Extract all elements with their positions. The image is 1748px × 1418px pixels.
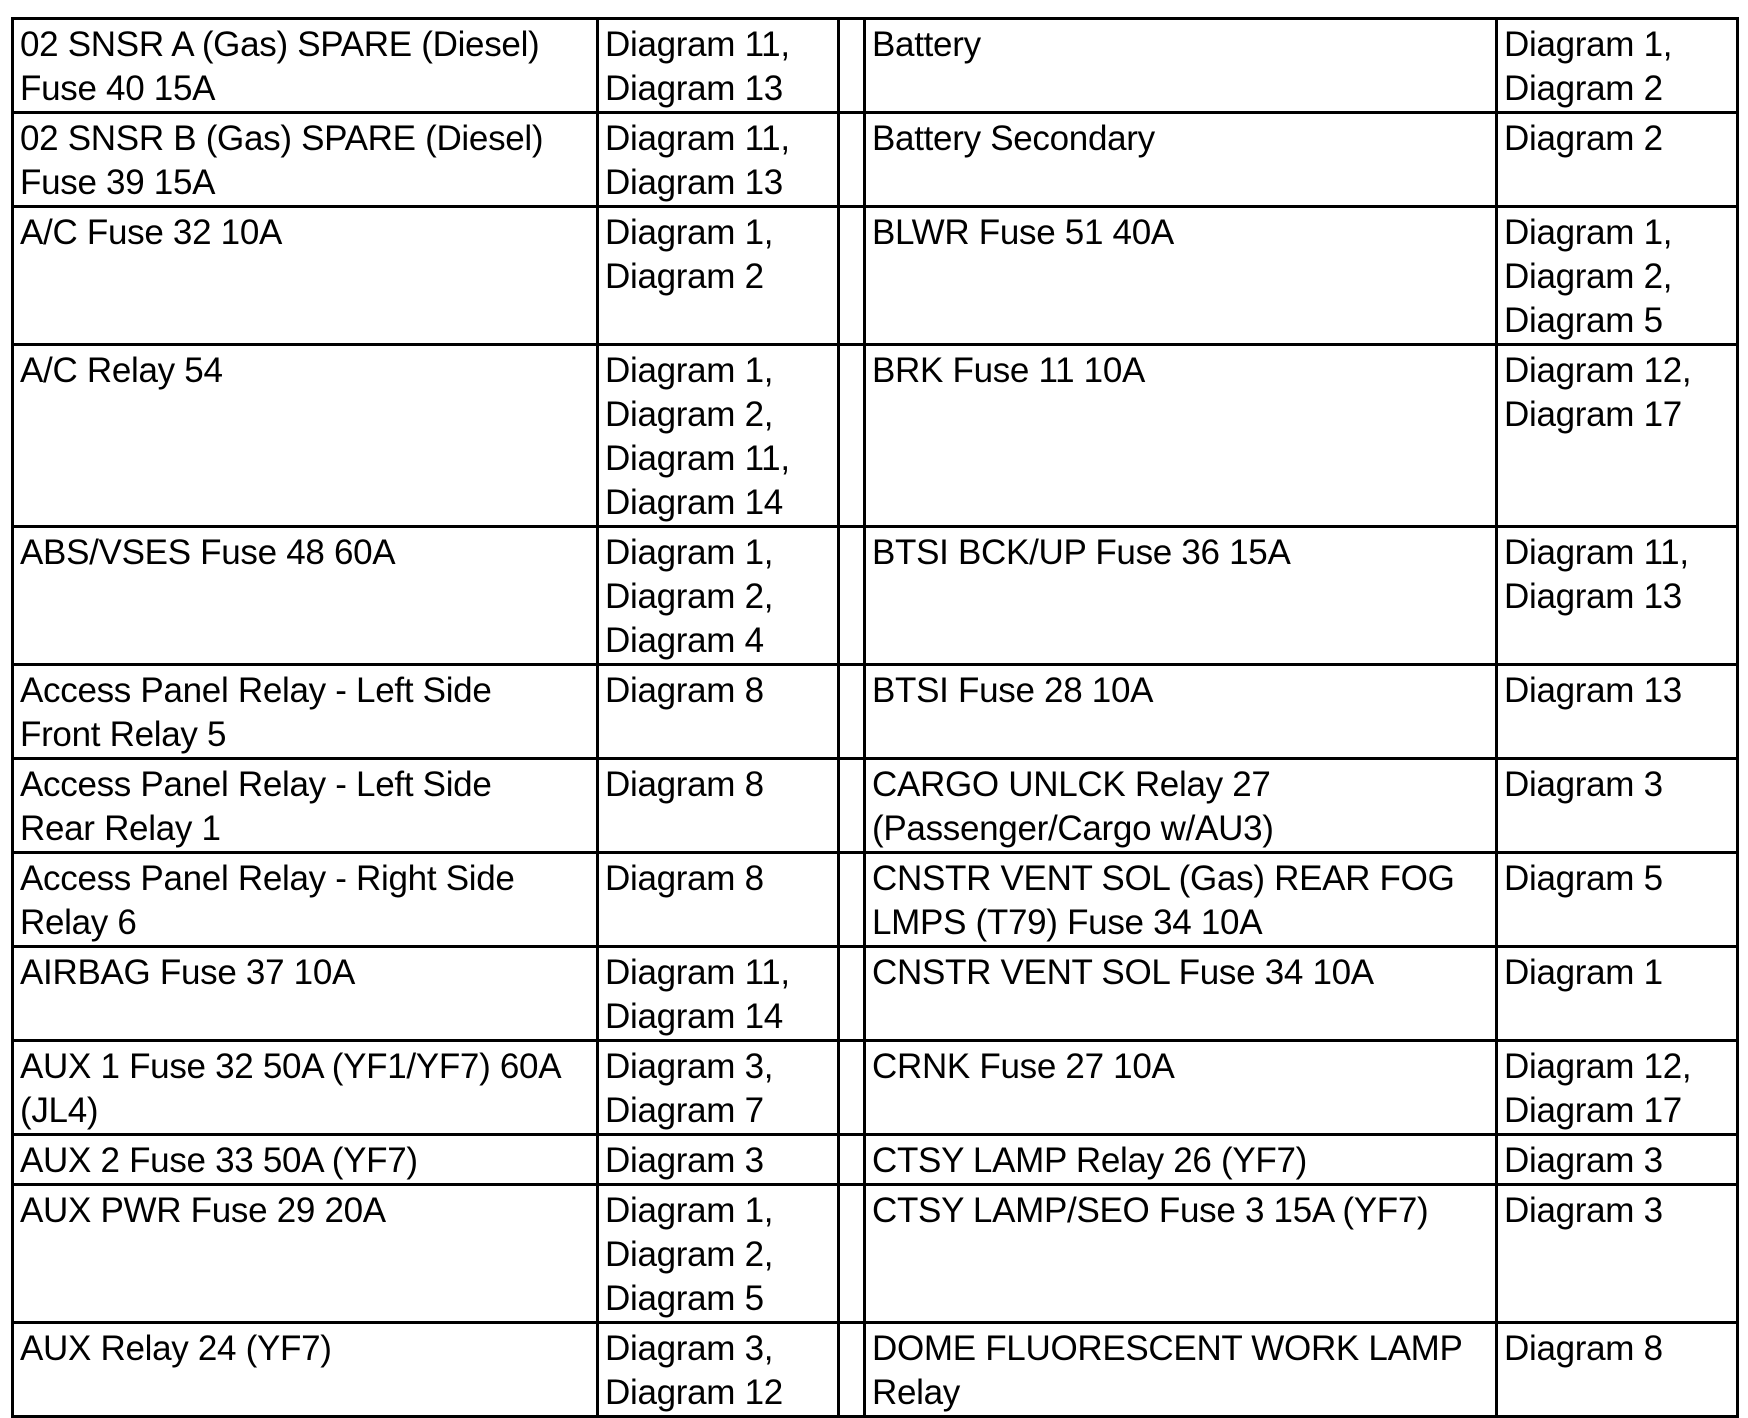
diagram-ref-cell: Diagram 3 (1497, 1185, 1738, 1323)
component-cell: ABS/VSES Fuse 48 60A (13, 527, 598, 665)
component-cell: CTSY LAMP Relay 26 (YF7) (865, 1135, 1497, 1185)
component-cell: Battery Secondary (865, 113, 1497, 207)
component-cell: AIRBAG Fuse 37 10A (13, 947, 598, 1041)
diagram-ref-cell: Diagram 12, Diagram 17 (1497, 345, 1738, 527)
component-cell: CTSY LAMP/SEO Fuse 3 15A (YF7) (865, 1185, 1497, 1323)
component-cell: AUX 2 Fuse 33 50A (YF7) (13, 1135, 598, 1185)
component-cell: 02 SNSR B (Gas) SPARE (Diesel) Fuse 39 15A (13, 113, 598, 207)
component-cell: BRK Fuse 11 10A (865, 345, 1497, 527)
diagram-ref-cell: Diagram 1, Diagram 2, Diagram 11, Diagram 14 (598, 345, 839, 527)
diagram-ref-cell: Diagram 3 (1497, 759, 1738, 853)
diagram-ref-cell: Diagram 2 (1497, 113, 1738, 207)
table-row (13, 853, 1738, 947)
component-cell: Access Panel Relay - Right Side Relay 6 (13, 853, 598, 947)
table-row (13, 113, 1738, 207)
component-cell: Access Panel Relay - Left Side Front Relay 5 (13, 665, 598, 759)
table-row (13, 207, 1738, 345)
component-cell: CNSTR VENT SOL Fuse 34 10A (865, 947, 1497, 1041)
table-row (13, 1041, 1738, 1135)
diagram-ref-cell: Diagram 8 (598, 853, 839, 947)
table-row (13, 947, 1738, 1041)
table-row (13, 665, 1738, 759)
divider-cell (839, 1135, 865, 1185)
diagram-ref-cell: Diagram 1, Diagram 2, Diagram 4 (598, 527, 839, 665)
table-row (13, 1185, 1738, 1323)
component-cell: 02 SNSR A (Gas) SPARE (Diesel) Fuse 40 15A (13, 19, 598, 113)
component-cell: BTSI Fuse 28 10A (865, 665, 1497, 759)
divider-cell (839, 947, 865, 1041)
component-cell: Access Panel Relay - Left Side Rear Relay 1 (13, 759, 598, 853)
component-cell: CRNK Fuse 27 10A (865, 1041, 1497, 1135)
divider-cell (839, 19, 865, 113)
diagram-ref-cell: Diagram 8 (598, 665, 839, 759)
table-row (13, 19, 1738, 113)
divider-cell (839, 527, 865, 665)
divider-cell (839, 113, 865, 207)
component-cell: AUX 1 Fuse 32 50A (YF1/YF7) 60A (JL4) (13, 1041, 598, 1135)
divider-cell (839, 1041, 865, 1135)
divider-cell (839, 853, 865, 947)
diagram-ref-cell: Diagram 3, Diagram 12 (598, 1323, 839, 1417)
divider-cell (839, 1323, 865, 1417)
component-index-table (11, 17, 1739, 1418)
diagram-ref-cell: Diagram 3, Diagram 7 (598, 1041, 839, 1135)
diagram-ref-cell: Diagram 3 (598, 1135, 839, 1185)
table-body (13, 19, 1738, 1417)
diagram-ref-cell: Diagram 13 (1497, 665, 1738, 759)
component-cell: BLWR Fuse 51 40A (865, 207, 1497, 345)
diagram-ref-cell: Diagram 8 (598, 759, 839, 853)
component-cell: AUX Relay 24 (YF7) (13, 1323, 598, 1417)
component-cell: AUX PWR Fuse 29 20A (13, 1185, 598, 1323)
divider-cell (839, 759, 865, 853)
diagram-ref-cell: Diagram 1 (1497, 947, 1738, 1041)
divider-cell (839, 1185, 865, 1323)
diagram-ref-cell: Diagram 11, Diagram 13 (598, 113, 839, 207)
component-cell: DOME FLUORESCENT WORK LAMP Relay (865, 1323, 1497, 1417)
component-cell: CNSTR VENT SOL (Gas) REAR FOG LMPS (T79) Fuse 34 10A (865, 853, 1497, 947)
divider-cell (839, 665, 865, 759)
table-row (13, 759, 1738, 853)
diagram-ref-cell: Diagram 1, Diagram 2, Diagram 5 (1497, 207, 1738, 345)
component-cell: BTSI BCK/UP Fuse 36 15A (865, 527, 1497, 665)
table-row (13, 345, 1738, 527)
table-row (13, 527, 1738, 665)
table-row (13, 1135, 1738, 1185)
diagram-ref-cell: Diagram 1, Diagram 2 (1497, 19, 1738, 113)
diagram-ref-cell: Diagram 1, Diagram 2, Diagram 5 (598, 1185, 839, 1323)
divider-cell (839, 207, 865, 345)
component-cell: Battery (865, 19, 1497, 113)
diagram-ref-cell: Diagram 11, Diagram 13 (598, 19, 839, 113)
diagram-ref-cell: Diagram 8 (1497, 1323, 1738, 1417)
diagram-ref-cell: Diagram 11, Diagram 13 (1497, 527, 1738, 665)
diagram-ref-cell: Diagram 5 (1497, 853, 1738, 947)
diagram-ref-cell: Diagram 1, Diagram 2 (598, 207, 839, 345)
divider-cell (839, 345, 865, 527)
table-row (13, 1323, 1738, 1417)
diagram-ref-cell: Diagram 12, Diagram 17 (1497, 1041, 1738, 1135)
component-cell: A/C Relay 54 (13, 345, 598, 527)
diagram-ref-cell: Diagram 3 (1497, 1135, 1738, 1185)
component-cell: A/C Fuse 32 10A (13, 207, 598, 345)
component-cell: CARGO UNLCK Relay 27 (Passenger/Cargo w/AU3) (865, 759, 1497, 853)
diagram-ref-cell: Diagram 11, Diagram 14 (598, 947, 839, 1041)
